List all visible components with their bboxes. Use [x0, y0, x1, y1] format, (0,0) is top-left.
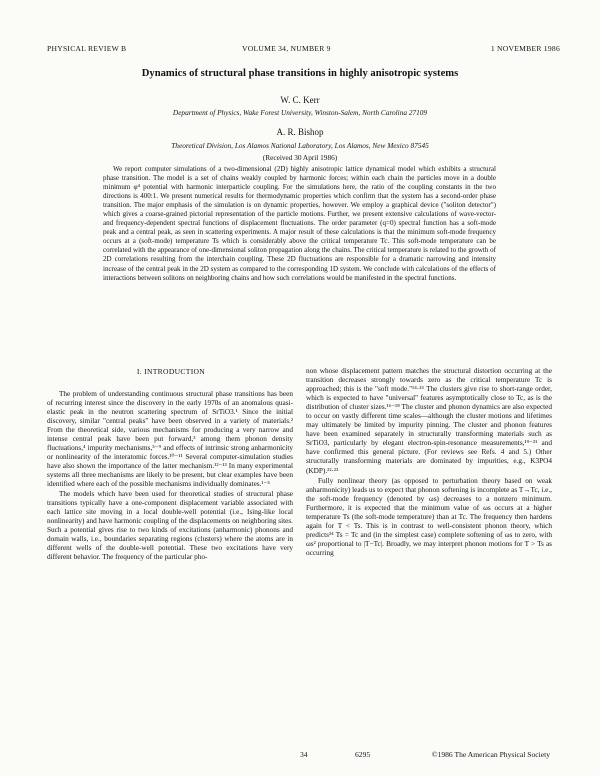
footer-volume: 34 — [300, 750, 308, 759]
running-header — [47, 44, 560, 56]
author-name-2: A. R. Bishop — [276, 127, 324, 137]
issue-date: 1 NOVEMBER 1986 — [490, 44, 560, 53]
left-column — [47, 390, 293, 758]
intro-paragraph-1: The problem of understanding continuous structural phase transitions has been of recurring interest since the discovery in the early 1970s of an anomalous quasi-elastic peak in the neutron scattering spectrum of SrTiO3.¹ Since the initial discovery, similar "central peaks" have been observed in a variety of materials.² From the theoretical side, various mechanisms for producing a very narrow and intense central peak have been put forward,³ among them phonon density fluctuations,⁴ impurity mechanisms,⁵⁻⁹ and effects of intrinsic strong anharmonicity or nonlinearity of the interatomic forces.¹⁰⁻¹¹ Several computer-simulation studies have also shown the importance of the latter mechanism.¹²⁻¹³ In many experimental systems all three mechanisms are likely to be present, but clear examples have been identified where each of the possible mechanisms individually dominates.¹⁻⁵ — [47, 390, 293, 489]
journal-name: PHYSICAL REVIEW B — [47, 44, 127, 53]
intro-paragraph-2: The models which have been used for theoretical studies of structural phase transitions typically have a one-component displacement variable associated with each lattice site moving in a local double-well potential (i.e., Ising-like local nonlinearity) and have harmonic coupling of the displacements on neighboring sites. Such a potential gives rise to two kinds of excitations (anharmonic) phonons and domain walls, i.e., boundaries separating regions (clusters) where the atoms are in different wells of the double-well potential. These two excitations have very different behavior. The frequency of the particular pho- — [47, 489, 293, 561]
abstract: We report computer simulations of a two-dimensional (2D) highly anisotropic lattice dynamical model which exhibits a structural phase transition. The model is a set of chains weakly coupled by harmonic forces; within each chain the particles move in a double minimum φ⁴ potential with harmonic interparticle coupling. For the simulations here, the ratio of the coupling constants in the two directions is 400:1. We present numerical results for thermodynamic properties which confirm that the system has a second-order phase transition. The major emphasis of the simulation is on dynamic properties, however. We employ a graphical device ("soliton detector") which gives a coarse-grained pictorial representation of the particle motions. Further, we present extensive calculations of wave-vector- and frequency-dependent spectral functions of displacement fluctuations. The order parameter (q=0) spectral function has a soft-mode peak and a central peak, as seen in scattering experiments. A major result of these calculations is that the minimum soft-mode frequency occurs at a (soft-mode) temperature Ts which is considerably above the critical temperature Tc. This soft-mode temperature can be correlated with the appearance of one-dimensional soliton propagation along the chains. The critical temperature is related to the growth of 2D correlations resulting from the interchain coupling. These 2D fluctuations are responsible for a dramatic narrowing and intensity increase of the central peak in the 2D system as compared to the corresponding 1D system. We conclude with calculations of the effects of interactions between solitons on neighboring chains and how such correlations would be manifested in the spectral functions. — [103, 165, 496, 282]
section-heading: I. INTRODUCTION — [136, 367, 206, 376]
page-number: 6295 — [355, 750, 371, 759]
page-footer — [40, 750, 560, 762]
volume-issue: VOLUME 34, NUMBER 9 — [242, 44, 331, 53]
author-affiliation-1: Department of Physics, Wake Forest University, Winston-Salem, North Carolina 27109 — [172, 108, 428, 117]
right-column — [306, 367, 552, 747]
intro-paragraph-3: Fully nonlinear theory (as opposed to perturbation theory based on weak anharmonicity) leads us to expect that phonon softening is incomplete as T→Tc, i.e., the soft-mode frequency (denoted by ωs) decreases to a nonzero minimum. Furthermore, it is expected that the minimum value of ωs occurs at a higher temperature Ts (the soft-mode temperature) than at Tc. The frequency then hardens again for T < Ts. This is in contrast to well-consistent phonon theory, which predicts²⁴ Ts = Tc and (in the simplest case) complete softening of ωs to zero, with ωs² proportional to |T−Tc|. Broadly, we may interpret phonon motions for T > Ts as occurring — [306, 476, 552, 557]
copyright-notice: ©1986 The American Physical Society — [431, 750, 550, 759]
author-affiliation-2: Theoretical Division, Los Alamos National Laboratory, Los Alamos, New Mexico 87545 — [171, 141, 429, 150]
intro-paragraph-2-continued: non whose displacement pattern matches the structural distortion occurring at the transition decreases strongly towards zero as the critical temperature Tc is approached; this is the "soft mode."¹⁴·¹⁵ The clusters give rise to short-range order, which is expected to have "universal" features asymptotically close to Tc, as is the distribution of cluster sizes.¹⁶⁻¹⁸ The cluster and phonon dynamics are also expected to occur on vastly different time scales—although the cluster motions and lifetimes may ultimately be limited by impurity pinning. The cluster and phonon features have been examined separately in structurally transforming materials such as SrTiO3, particularly by elegant electron-spin-resonance measurements,¹⁹⁻²¹ and have confirmed this general picture. (For reviews see Refs. 4 and 5.) Other structurally transforming materials are dominated by impurities, e.g., K3PO4 (KDP).²²·²³ — [306, 367, 552, 475]
author-name-1: W. C. Kerr — [280, 95, 320, 105]
paper-title: Dynamics of structural phase transitions in highly anisotropic systems — [141, 68, 459, 79]
received-date: (Received 30 April 1986) — [262, 153, 338, 162]
